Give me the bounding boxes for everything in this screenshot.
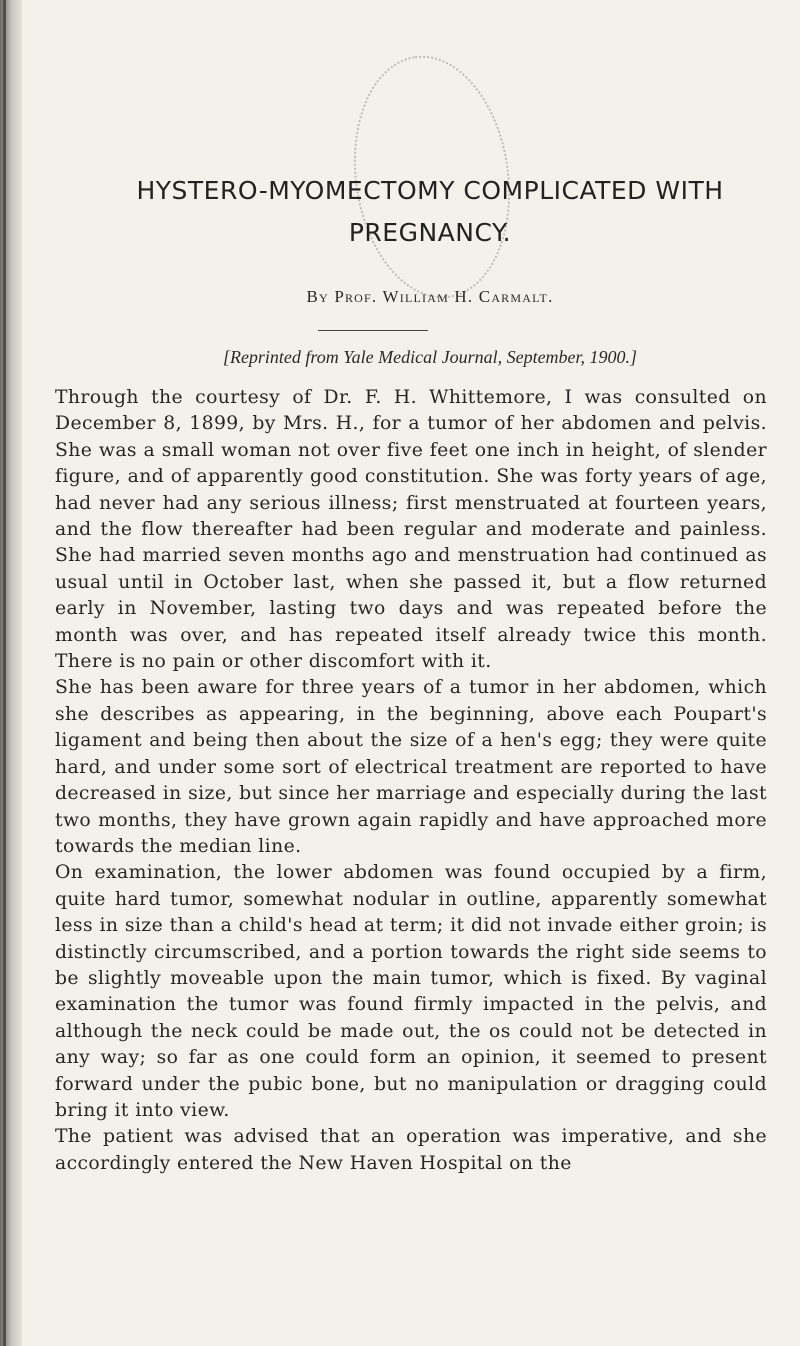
article-title — [110, 170, 750, 254]
reprint-note: [Reprinted from Yale Medical Journal, September, 1900.] — [222, 347, 638, 367]
paragraph-4: The patient was advised that an operation was imperative, and she accordingly entered the New Haven Hospital on the — [55, 1126, 767, 1174]
paragraph-2: She has been aware for three years of a tumor in her abdomen, which she describes as appearing, in the beginning, above each Poupart's ligament and being then about the size of a hen's egg; they were quite hard, and under some sort of electrical treatment are reported to have decreased in size, but since her marriage and especially during the last two months, they have grown again rapidly and have approached more towards the median line. — [55, 677, 767, 857]
book-binding-edge — [0, 0, 22, 1346]
author-byline: By Prof. William H. Carmalt. — [306, 287, 554, 306]
divider-rule — [318, 330, 428, 331]
paragraph-1: Through the courtesy of Dr. F. H. Whittemore, I was consulted on December 8, 1899, by Mrs. H., for a tumor of her abdomen and pelvis. She was a small woman not over five feet one inch in height, of slender figure, and of apparently good constitution. She was forty years of age, had never had any serious illness; first menstruated at fourteen years, and the flow thereafter had been regular and moderate and painless. She had married seven months ago and menstruation had continued as usual until in October last, when she passed it, but a flow returned early in November, lasting two days and was repeated before the month was over, and has repeated itself already twice this month. There is no pain or other discomfort with it. — [55, 387, 767, 673]
article-body — [55, 385, 767, 1177]
title-line-1: HYSTERO-MYOMECTOMY COMPLICATED WITH — [136, 176, 724, 205]
paragraph-3: On examination, the lower abdomen was found occupied by a firm, quite hard tumor, somewhat nodular in outline, apparently somewhat less in size than a child's head at term; it did not invade either groin; is distinctly circumscribed, and a portion towards the right side seems to be slightly moveable upon the main tumor, which is fixed. By vaginal examination the tumor was found firmly impacted in the pelvis, and although the neck could be made out, the os could not be detected in any way; so far as one could form an opinion, it seemed to present forward under the pubic bone, but no manipulation or dragging could bring it into view. — [55, 862, 767, 1121]
title-line-2: PREGNANCY. — [348, 218, 512, 247]
binding-strip — [3, 0, 6, 1346]
